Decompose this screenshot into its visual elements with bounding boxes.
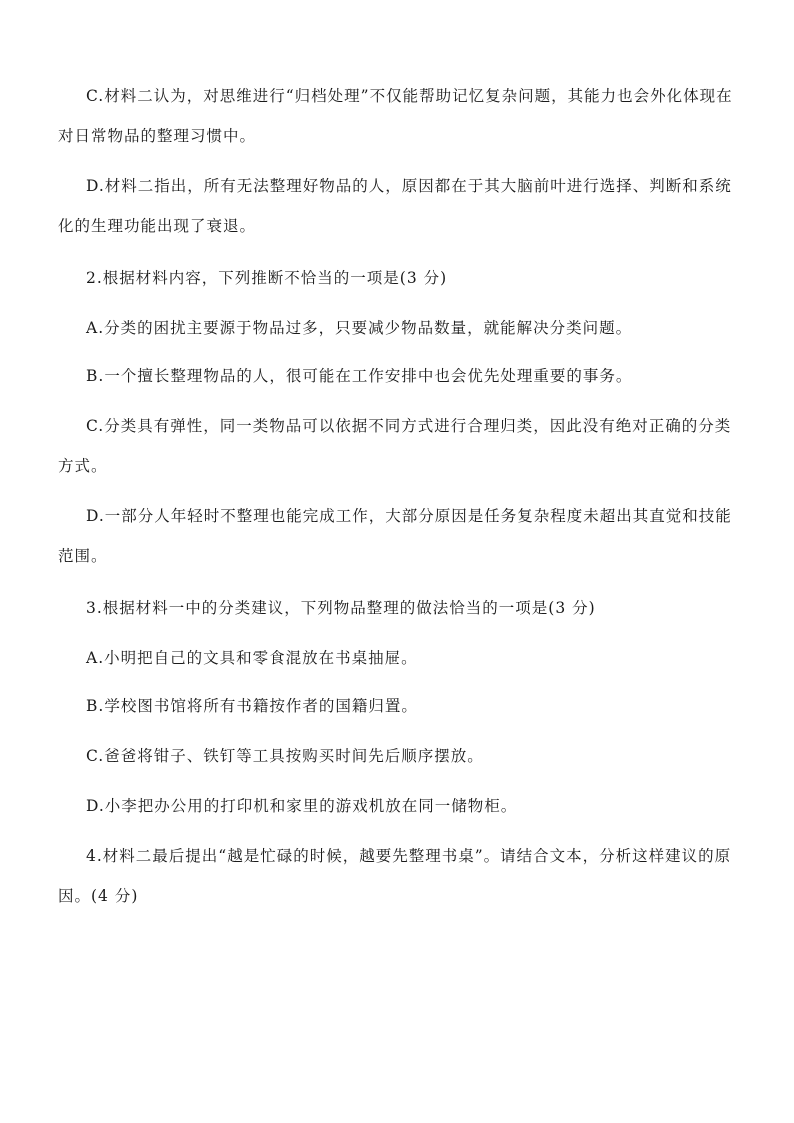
question-3-option-d: D.小李把办公用的打印机和家里的游戏机放在同一储物柜。 — [86, 797, 518, 815]
question-3-option-c: C.爸爸将钳子、铁钉等工具按购买时间先后顺序摆放。 — [86, 747, 484, 765]
question-3-option-b: B.学校图书馆将所有书籍按作者的国籍归置。 — [86, 697, 418, 715]
option-d-material-two: D.材料二指出，所有无法整理好物品的人，原因都在于其大脑前叶进行选择、判断和系统化的生理功能出现了衰退。 — [58, 177, 732, 235]
question-2-option-a: A.分类的困扰主要源于物品过多，只要减少物品数量，就能解决分类问题。 — [86, 319, 633, 337]
question-2-option-d: D.一部分人年轻时不整理也能完成工作，大部分原因是任务复杂程度未超出其直觉和技能范围。 — [58, 507, 732, 565]
question-4-stem: 4.材料二最后提出“越是忙碌的时候，越要先整理书桌”。请结合文本，分析这样建议的原因。(4 分) — [58, 847, 732, 905]
option-c-material-two: C.材料二认为，对思维进行“归档处理”不仅能帮助记忆复杂问题，其能力也会外化体现在对日常物品的整理习惯中。 — [58, 87, 733, 145]
question-2-stem: 2.根据材料内容，下列推断不恰当的一项是(3 分) — [86, 269, 448, 287]
question-2-option-b: B.一个擅长整理物品的人，很可能在工作安排中也会优先处理重要的事务。 — [86, 367, 633, 385]
question-3-stem: 3.根据材料一中的分类建议，下列物品整理的做法恰当的一项是(3 分) — [86, 599, 596, 617]
question-2-option-c: C.分类具有弹性，同一类物品可以依据不同方式进行合理归类，因此没有绝对正确的分类方式。 — [58, 417, 732, 475]
question-3-option-a: A.小明把自己的文具和零食混放在书桌抽屉。 — [86, 649, 418, 667]
